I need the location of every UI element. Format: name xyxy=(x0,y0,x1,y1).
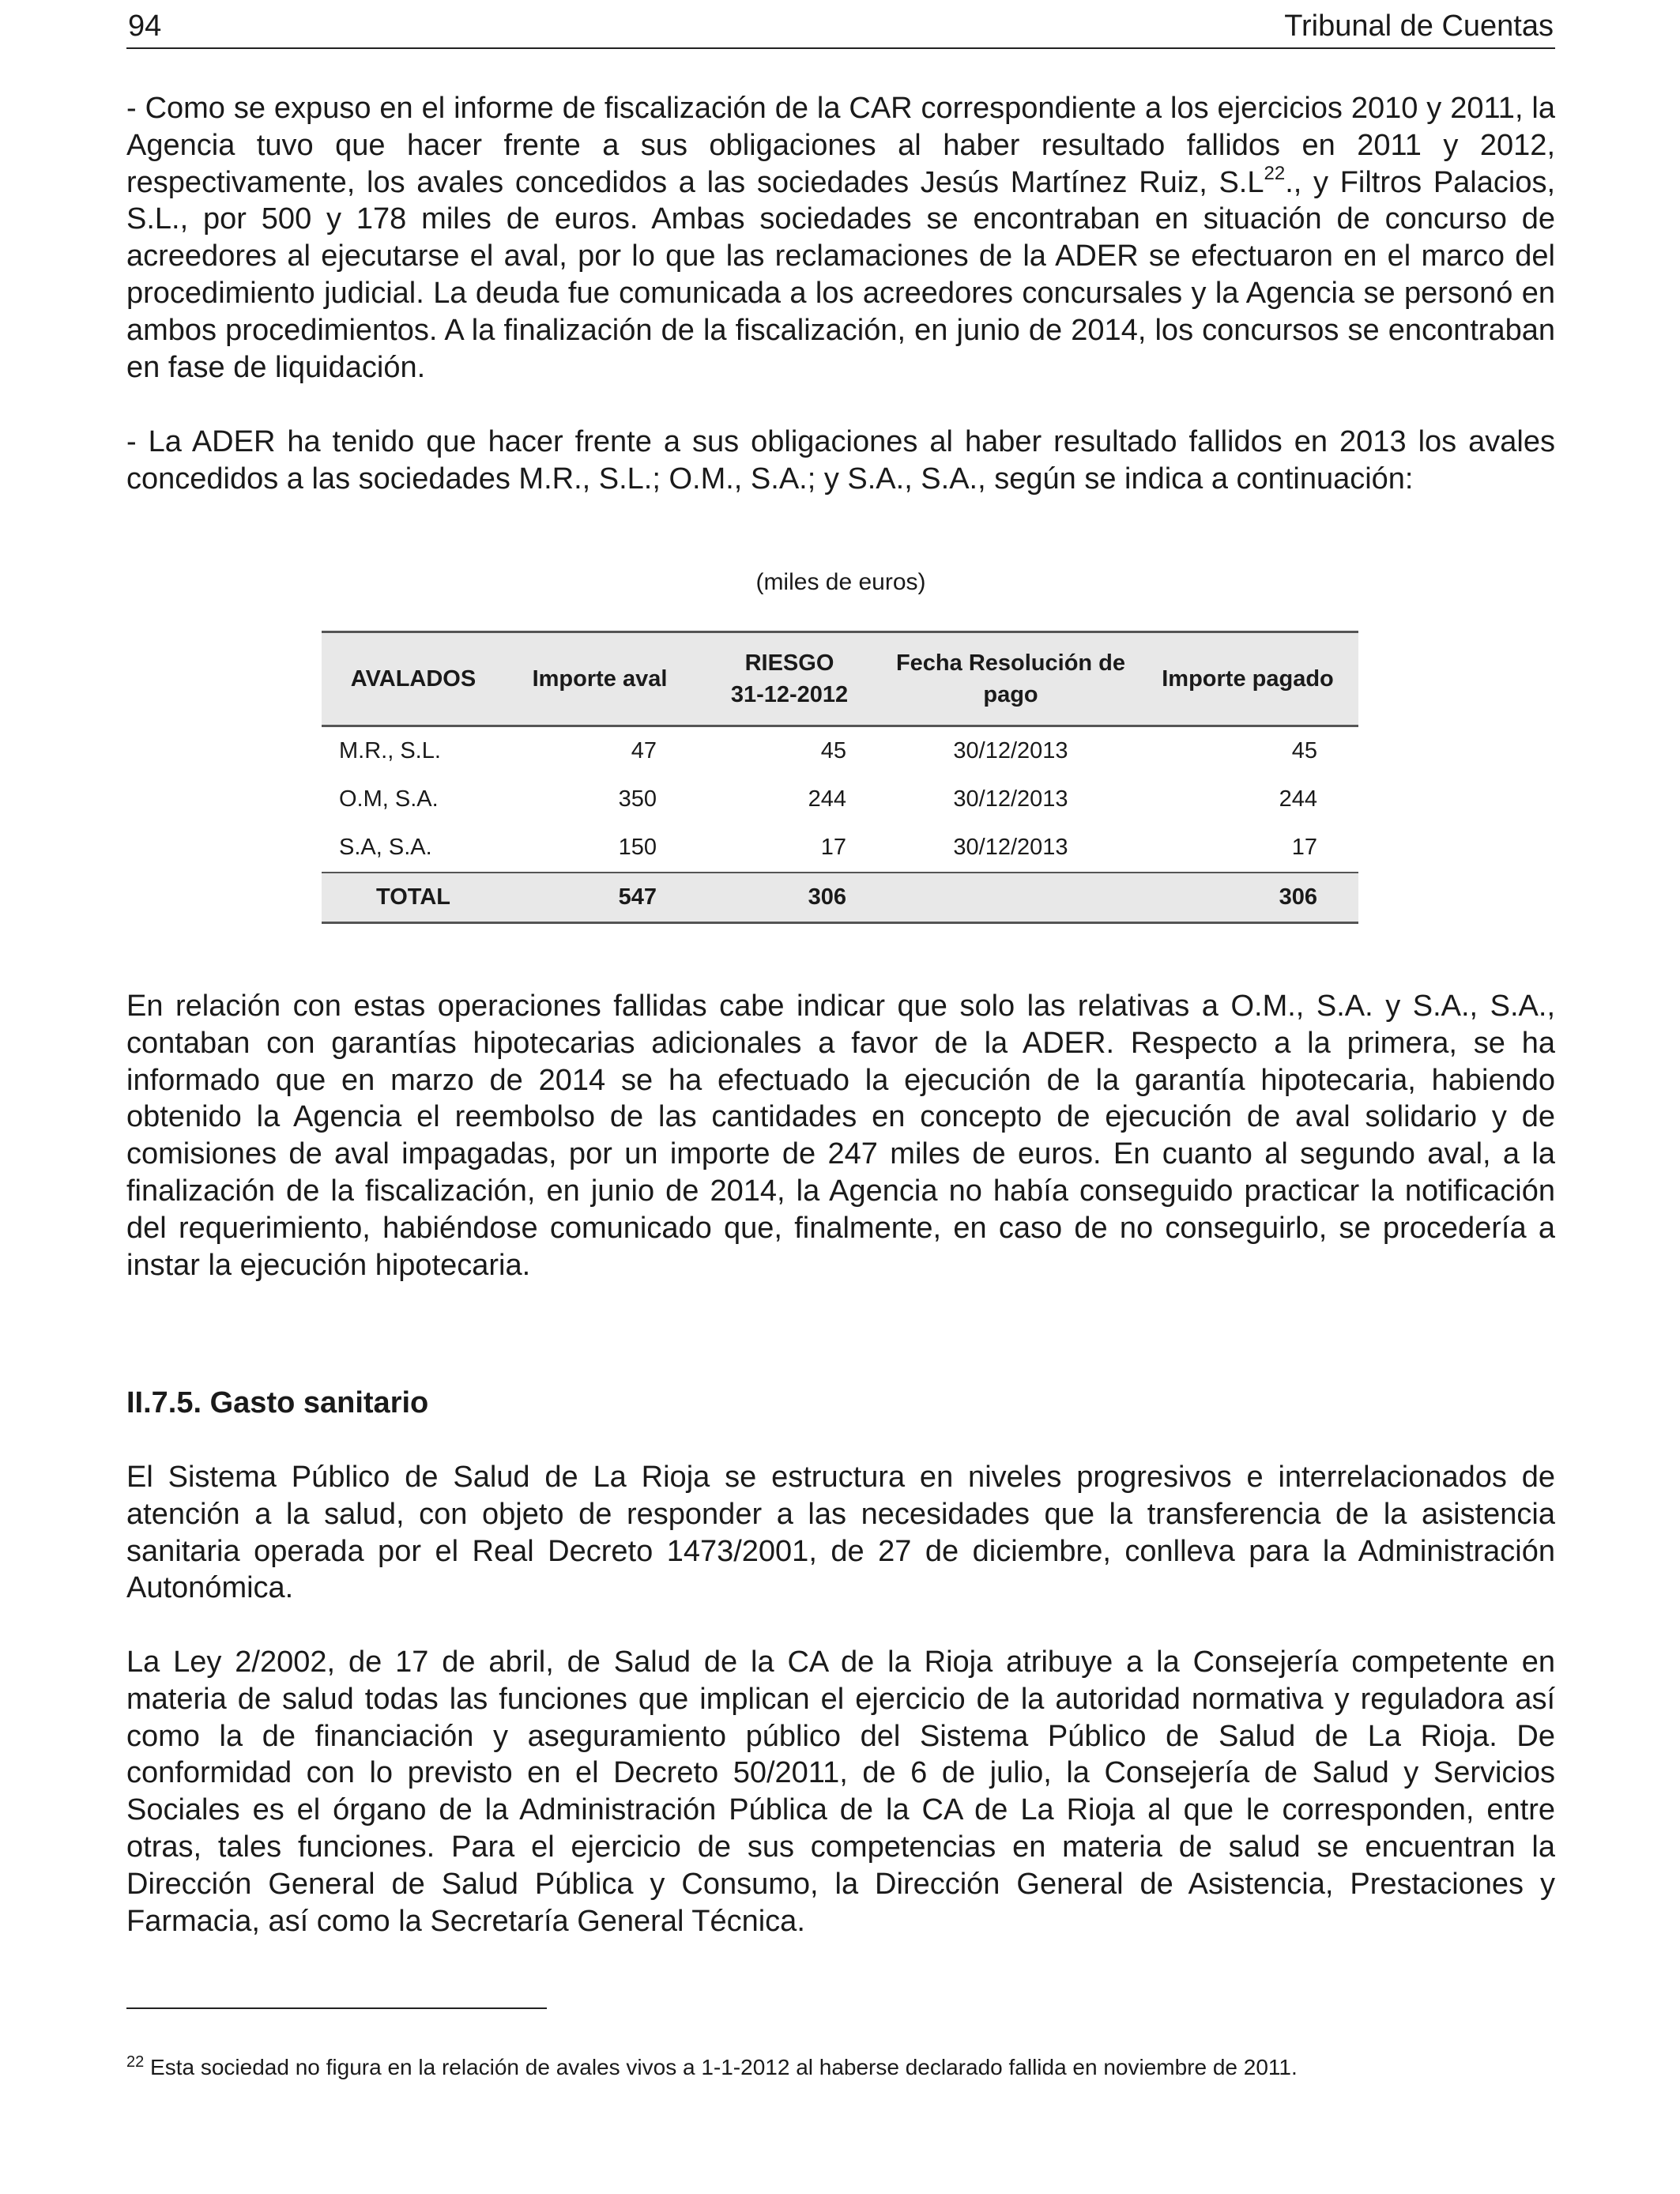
col-header-riesgo-line1: RIESGO xyxy=(744,650,834,676)
col-header-riesgo xyxy=(695,632,884,726)
footnote-text: Esta sociedad no figura en la relación de avales vivos a 1-1-2012 al haberse declarado fallida en noviembre de 2011. xyxy=(144,2055,1298,2079)
paragraph-car-avales xyxy=(126,90,1555,386)
cell-avalado: S.A, S.A. xyxy=(339,835,432,860)
col-header-avalados: AVALADOS xyxy=(322,632,505,726)
col-header-fecha xyxy=(884,632,1137,726)
cell-avalado: M.R., S.L. xyxy=(339,738,441,763)
cell-fecha: 30/12/2013 xyxy=(953,786,1068,812)
page-number: 94 xyxy=(128,9,162,43)
table-units: (miles de euros) xyxy=(755,569,926,595)
col-header-importe-aval: Importe aval xyxy=(505,632,695,726)
cell-total-riesgo: 306 xyxy=(695,873,884,923)
table-total-row xyxy=(322,873,1358,923)
cell-avalado: O.M, S.A. xyxy=(339,786,439,812)
cell-total-label: TOTAL xyxy=(322,873,505,923)
cell-importe-pagado: 244 xyxy=(1279,786,1317,812)
table-row xyxy=(322,775,1358,824)
footnote xyxy=(126,2055,1555,2080)
paragraph-sistema-salud: El Sistema Público de Salud de La Rioja se estructura en niveles progresivos e interrelacionados de atención a la salud, con objeto de responder a las necesidades que la transferencia de la asistencia sanitaria operada por el Real Decreto 1473/2001, de 27 de diciembre, conlleva para la Administración Autonómica. xyxy=(126,1461,1555,1605)
table-row xyxy=(322,824,1358,873)
footnote-number: 22 xyxy=(126,2053,145,2071)
cell-riesgo: 17 xyxy=(820,835,846,860)
cell-riesgo: 45 xyxy=(820,738,846,763)
paragraph-garantias: En relación con estas operaciones fallidas cabe indicar que solo las relativas a O.M., S.A. y S.A., S.A., contaban con garantías hipotecarias adicionales a favor de la ADER. Respecto a la primera, se ha informado que en marzo de 2014 se ha efectuado la ejecución de la garantía hipotecaria, habiendo obtenido la Agencia el reembolso de las cantidades en concepto de ejecución de aval solidario y de comisiones de aval impagadas, por un importe de 247 miles de euros. En cuanto al segundo aval, a la finalización de la fiscalización, en junio de 2014, la Agencia no había conseguido practicar la notificación del requerimiento, habiéndose comunicado que, finalmente, en caso de no conseguirlo, se procedería a instar la ejecución hipotecaria. xyxy=(126,990,1555,1282)
cell-importe-aval: 47 xyxy=(631,738,657,763)
section-heading: II.7.5. Gasto sanitario xyxy=(126,1386,429,1419)
col-header-riesgo-line2: 31-12-2012 xyxy=(730,682,849,707)
cell-fecha: 30/12/2013 xyxy=(953,835,1068,860)
col-header-importe-pagado: Importe pagado xyxy=(1137,632,1358,726)
paragraph-text: ., y Filtros Palacios, S.L., por 500 y 178 miles de euros. Ambas sociedades se encontraban en situación de concurso de acreedores al ejecutarse el aval, por lo que las reclamaciones de la ADER se efectuaron en el marco del procedimiento judicial. La deuda fue comunicada a los acreedores concursales y la Agencia se personó en ambos procedimientos. A la finalización de la fiscalización, en junio de 2014, los concursos se encontraban en fase de liquidación. xyxy=(126,165,1556,384)
table-header-row xyxy=(322,632,1358,726)
footnote-divider xyxy=(126,2007,547,2009)
cell-total-fecha xyxy=(884,873,1137,923)
document-page xyxy=(126,0,1555,2194)
paragraph-ley-salud: La Ley 2/2002, de 17 de abril, de Salud de la CA de la Rioja atribuye a la Consejería competente en materia de salud todas las funciones que implican el ejercicio de la autoridad normativa y reguladora así como la de financiación y aseguramiento público del Sistema Público de Salud de La Rioja. De conformidad con lo previsto en el Decreto 50/2011, de 6 de julio, la Consejería de Salud y Servicios Sociales es el órgano de la Administración Pública de la CA de La Rioja al que le corresponden, entre otras, tales funciones. Para el ejercicio de sus competencias en materia de salud se encuentran la Dirección General de Salud Pública y Consumo, la Dirección General de Asistencia, Prestaciones y Farmacia, así como la Secretaría General Técnica. xyxy=(126,1646,1555,1938)
page-header xyxy=(126,8,1555,49)
running-title: Tribunal de Cuentas xyxy=(1284,9,1554,43)
cell-fecha: 30/12/2013 xyxy=(953,738,1068,763)
avales-table xyxy=(322,631,1358,924)
cell-riesgo: 244 xyxy=(808,786,846,812)
table-row xyxy=(322,726,1358,776)
footnote-reference[interactable]: 22 xyxy=(1264,162,1286,184)
paragraph-text: - Como se expuso en el informe de fiscalización de la CAR correspondiente a los ejercicios 2010 y 2011, la Agencia tuvo que hacer frente a sus obligaciones al haber resultado fallidos en 2011 y 2012, respectivamente, los avales concedidos a las sociedades Jesús Martínez Ruiz, S.L xyxy=(126,92,1555,199)
cell-importe-aval: 150 xyxy=(618,835,657,860)
cell-importe-aval: 350 xyxy=(618,786,657,812)
col-header-fecha-line1: Fecha Resolución de xyxy=(895,650,1126,676)
cell-importe-pagado: 45 xyxy=(1291,738,1317,763)
cell-importe-pagado: 17 xyxy=(1291,835,1317,860)
col-header-fecha-line2: pago xyxy=(983,682,1038,707)
cell-total-importe-pagado: 306 xyxy=(1137,873,1358,923)
cell-total-importe-aval: 547 xyxy=(505,873,695,923)
paragraph-ader-fallidos: - La ADER ha tenido que hacer frente a sus obligaciones al haber resultado fallidos en 2013 los avales concedidos a las sociedades M.R., S.L.; O.M., S.A.; y S.A., S.A., según se indica a continuación: xyxy=(126,425,1555,496)
